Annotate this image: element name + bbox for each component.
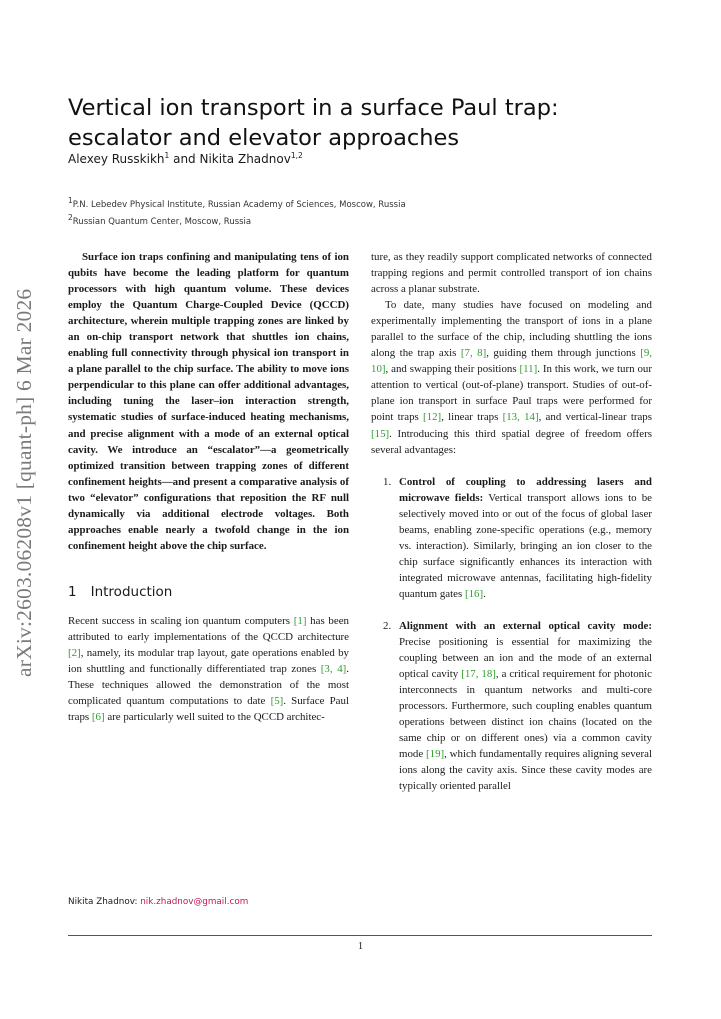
list-item: [371, 618, 652, 795]
section-number: 1: [68, 583, 77, 600]
citation-link[interactable]: 1: [297, 614, 303, 627]
corresponding-author-footnote: [68, 897, 248, 907]
footer-divider: [68, 935, 652, 936]
section-title: Introduction: [90, 583, 173, 600]
author-name: Alexey Russkikh: [68, 152, 165, 166]
intro-paragraph: [68, 613, 349, 725]
text-run: Recent success in scaling ion quantum computers: [68, 614, 294, 627]
text-run: , which fundamentally requires aligning several ions along the cavity axis. Since these cavity modes are typically oriented parallel: [399, 748, 652, 793]
affiliation-marker: 2: [68, 213, 73, 223]
text-run: , and vertical-linear traps: [538, 411, 652, 424]
citation-link[interactable]: [7, 8]: [460, 347, 487, 360]
list-item-heading: Control of coupling to addressing lasers and microwave fields:: [399, 475, 652, 504]
text-run: .: [483, 587, 486, 600]
abstract: Surface ion traps confining and manipulating tens of ion qubits have become the leading platform for quantum processors with high quantum volume. These devices employ the Quantum Charge-Coupled Device (QCCD) architecture, wherein multiple trapping zones are linked by an on-chip transport network that shuttles ion chains, enabling full connectivity through physical ion transport in a plane parallel to the chip surface. The ability to move ions perpendicular to this plane can offer additional advantages, including tuning the laser–ion interaction strength, systematic studies of surface-induced heating mechanisms, and precise alignment with a mode of an external optical cavity. We introduce an “escalator”—a geometrically optimized transition between trapping zones of different confinement heights—and present a comparative analysis of two “elevator” configurations that reposition the RF null dynamically via additional electrode voltages. Both approaches enable nearly a twofold change in the ion confinement height above the chip surface.: [68, 251, 349, 552]
text-run: Precise positioning is essential for maximizing the coupling between an ion and the mode of an external optical cavity: [399, 636, 652, 681]
citation-link[interactable]: [16]: [464, 587, 484, 600]
citation-link[interactable]: [: [293, 614, 298, 627]
text-run: Vertical transport allows ions to be selectively moved into or out of the focus of global laser beams, enabling zone-specific operations (e.g., memory vs. interaction). Similarly, bringing an ion closer to the chip surface significantly enhances its interaction with integrated microwave antennas, facilitating high-fidelity quantum gates: [399, 491, 652, 600]
citation-link[interactable]: [9, 10]: [371, 347, 652, 376]
author-connector: and: [169, 152, 200, 166]
citation-link[interactable]: [5]: [270, 695, 284, 708]
citation-link[interactable]: [19]: [426, 748, 445, 761]
text-run: , guiding them through junctions: [486, 347, 641, 360]
affiliation-1: [68, 196, 406, 210]
text-run: are particularly well suited to the QCCD architec-: [104, 711, 325, 724]
list-item-number: 1.: [383, 475, 392, 488]
citation-link[interactable]: [13, 14]: [502, 411, 539, 424]
advantages-list: [371, 474, 652, 795]
footnote-label: Nikita Zhadnov:: [68, 897, 141, 907]
citation-link[interactable]: ]: [302, 614, 307, 627]
affiliation-marker: 1: [68, 196, 73, 206]
list-item-heading: Alignment with an external optical cavity mode:: [399, 619, 652, 632]
list-item: [371, 474, 652, 602]
citation-link[interactable]: [11]: [519, 363, 538, 376]
affiliation-text: Russian Quantum Center, Moscow, Russia: [72, 217, 252, 227]
affiliation-marker: 1,2: [290, 151, 303, 160]
section-heading-introduction: [68, 584, 349, 600]
text-run: . Introducing this third spatial degree of freedom offers several advantages:: [371, 427, 652, 456]
text-run: . In this work, we turn our attention to vertical (out-of-plane) transport. Studies of out-of-plane ion transport in surface Paul traps were performed for point traps: [371, 363, 652, 424]
text-run: To date, many studies have focused on modeling and experimentally implementing the transport of ions in a plane parallel to the surface of the chip, including shuttling the ions along the trap axis: [371, 299, 652, 360]
text-run: , a critical requirement for photonic interconnects in quantum networks and multi-core processors. Furthermore, such coupling enables quantum operations between distinct ion chains (located on the same chip or on different ones) via a common cavity mode: [399, 668, 652, 761]
citation-link[interactable]: [2]: [68, 647, 81, 660]
right-column: [371, 249, 652, 811]
text-run: , linear traps: [441, 411, 503, 424]
text-run: has been attributed to early implementations of the QCCD architecture: [68, 614, 349, 643]
author-list: [68, 152, 303, 166]
text-run: ture, as they readily support complicated networks of connected trapping regions and permit controlled transport of ion chains across a planar substrate.: [371, 251, 652, 296]
text-run: , and swapping their positions: [385, 363, 520, 376]
affiliation-text: P.N. Lebedev Physical Institute, Russian Academy of Sciences, Moscow, Russia: [72, 200, 406, 210]
citation-link[interactable]: [12]: [423, 411, 442, 424]
arxiv-identifier-stamp: arXiv:2603.06208v1 [quant-ph] 6 Mar 2026: [12, 288, 36, 678]
related-work-paragraph: [371, 297, 652, 457]
paper-title: Vertical ion transport in a surface Paul trap: escalator and elevator approaches: [68, 95, 559, 152]
continued-paragraph: [371, 249, 652, 297]
email-link[interactable]: nik.zhadnov@gmail.com: [140, 897, 249, 907]
author-name: Nikita Zhadnov: [199, 152, 291, 166]
list-item-number: 2.: [383, 619, 392, 632]
page-number: 1: [357, 941, 364, 952]
citation-link[interactable]: [3, 4]: [320, 663, 347, 676]
text-run: , namely, its modular trap layout, gate operations enabled by ion shuttling and functionally differentiated trap zones: [68, 647, 349, 676]
citation-link[interactable]: [15]: [371, 427, 390, 440]
affiliation-2: [68, 213, 252, 227]
left-column: [68, 249, 349, 725]
list-item-body: [399, 636, 652, 792]
citation-link[interactable]: [17, 18]: [461, 668, 496, 681]
citation-link[interactable]: [6]: [91, 711, 105, 724]
text-run: . Surface Paul traps: [68, 695, 349, 724]
text-run: . These techniques allowed the demonstration of the most complicated quantum computations to date: [68, 663, 349, 708]
affiliation-marker: 1: [164, 151, 170, 160]
list-item-body: [399, 492, 652, 600]
